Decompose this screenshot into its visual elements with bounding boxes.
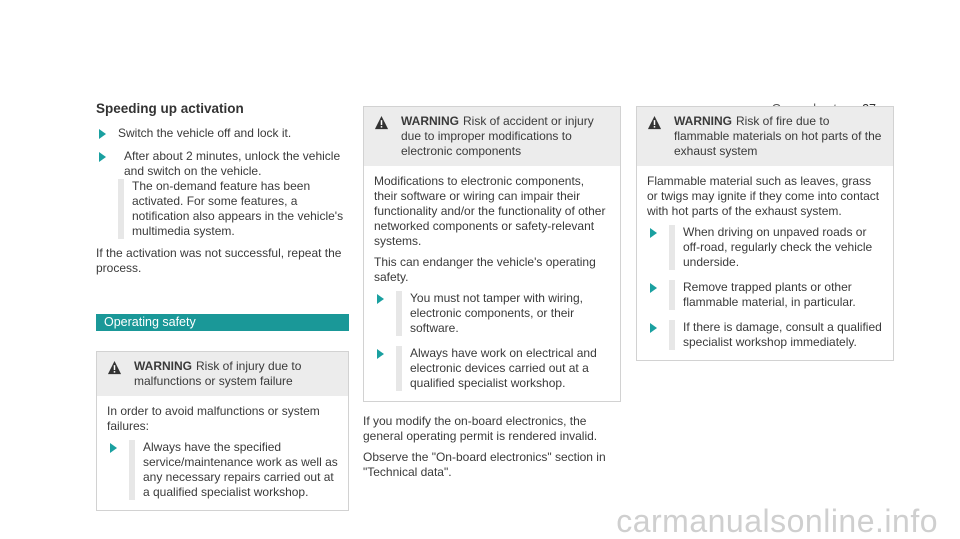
warning-title: Risk of fire due to flammable materials on hot parts of the exhaust system bbox=[674, 114, 882, 158]
bullet-text: Always have work on electrical and electronic devices carried out at a qualified specialist workshop. bbox=[410, 346, 597, 390]
warning-header bbox=[97, 352, 348, 396]
step-2-text: After about 2 minutes, unlock the vehicle and switch on the vehicle. bbox=[124, 149, 341, 178]
warning-icon bbox=[107, 360, 122, 375]
arrow-icon bbox=[377, 349, 384, 359]
warning-title: Risk of accident or injury due to improper modifications to electronic components bbox=[401, 114, 594, 158]
arrow-icon bbox=[650, 283, 657, 293]
warning-bullet-1 bbox=[374, 291, 610, 336]
warning-header bbox=[364, 107, 620, 166]
warning-bullet bbox=[107, 440, 338, 500]
step-2-result bbox=[96, 179, 349, 239]
warning-label: WARNING bbox=[674, 114, 732, 128]
warning-label: WARNING bbox=[401, 114, 459, 128]
warning-box-malfunction bbox=[96, 351, 349, 511]
arrow-icon bbox=[377, 294, 384, 304]
warning-body: In order to avoid malfunctions or system failures: bbox=[107, 404, 320, 433]
warning-body-1: Modifications to electronic components, their software or wiring can impair their functionality and/or the functionality of other networked components or safety-relevant systems. bbox=[374, 174, 606, 248]
warning-box-fire bbox=[636, 106, 894, 361]
warning-bullet-1 bbox=[647, 225, 883, 270]
warning-icon bbox=[374, 115, 389, 130]
step-2-note: The on-demand feature has been activated. For some features, a notification also appears in the vehicle's multimedia system. bbox=[132, 179, 344, 238]
bullet-text: Always have the specified service/maintenance work as well as any necessary repairs carried out at a qualified specialist workshop. bbox=[143, 440, 338, 499]
column-1 bbox=[96, 101, 349, 511]
arrow-icon bbox=[99, 129, 106, 139]
warning-header bbox=[637, 107, 893, 166]
modification-note: If you modify the on-board electronics, the general operating permit is rendered invalid. bbox=[363, 414, 598, 443]
watermark: carmanualsonline.info bbox=[616, 503, 938, 539]
warning-bullet-3 bbox=[647, 320, 883, 350]
column-3 bbox=[636, 106, 894, 361]
warning-box-modifications bbox=[363, 106, 621, 402]
arrow-icon bbox=[650, 228, 657, 238]
observe-note: Observe the "On-board electronics" section in "Technical data". bbox=[363, 450, 606, 479]
column-2 bbox=[363, 106, 621, 480]
warning-label: WARNING bbox=[134, 359, 192, 373]
warning-icon bbox=[647, 115, 662, 130]
step-2 bbox=[96, 149, 349, 179]
warning-bullet-2 bbox=[374, 346, 610, 391]
bullet-text: Remove trapped plants or other flammable material, in particular. bbox=[683, 280, 856, 309]
arrow-icon bbox=[650, 323, 657, 333]
arrow-icon bbox=[99, 152, 106, 162]
warning-bullet-2 bbox=[647, 280, 883, 310]
warning-title: Risk of injury due to malfunctions or system failure bbox=[134, 359, 302, 388]
operating-safety-band: Operating safety bbox=[96, 314, 349, 331]
speeding-heading: Speeding up activation bbox=[96, 101, 244, 116]
warning-body: Flammable material such as leaves, grass or twigs may ignite if they come into contact with hot parts of the exhaust system. bbox=[647, 174, 880, 218]
arrow-icon bbox=[110, 443, 117, 453]
bullet-text: You must not tamper with wiring, electronic components, or their software. bbox=[410, 291, 583, 335]
bullet-text: If there is damage, consult a qualified specialist workshop immediately. bbox=[683, 320, 882, 349]
activation-note: If the activation was not successful, repeat the process. bbox=[96, 246, 342, 275]
step-1 bbox=[96, 126, 349, 141]
warning-body-2: This can endanger the vehicle's operating safety. bbox=[374, 255, 596, 284]
bullet-text: When driving on unpaved roads or off-road, regularly check the vehicle underside. bbox=[683, 225, 873, 269]
step-1-text: Switch the vehicle off and lock it. bbox=[118, 126, 292, 140]
